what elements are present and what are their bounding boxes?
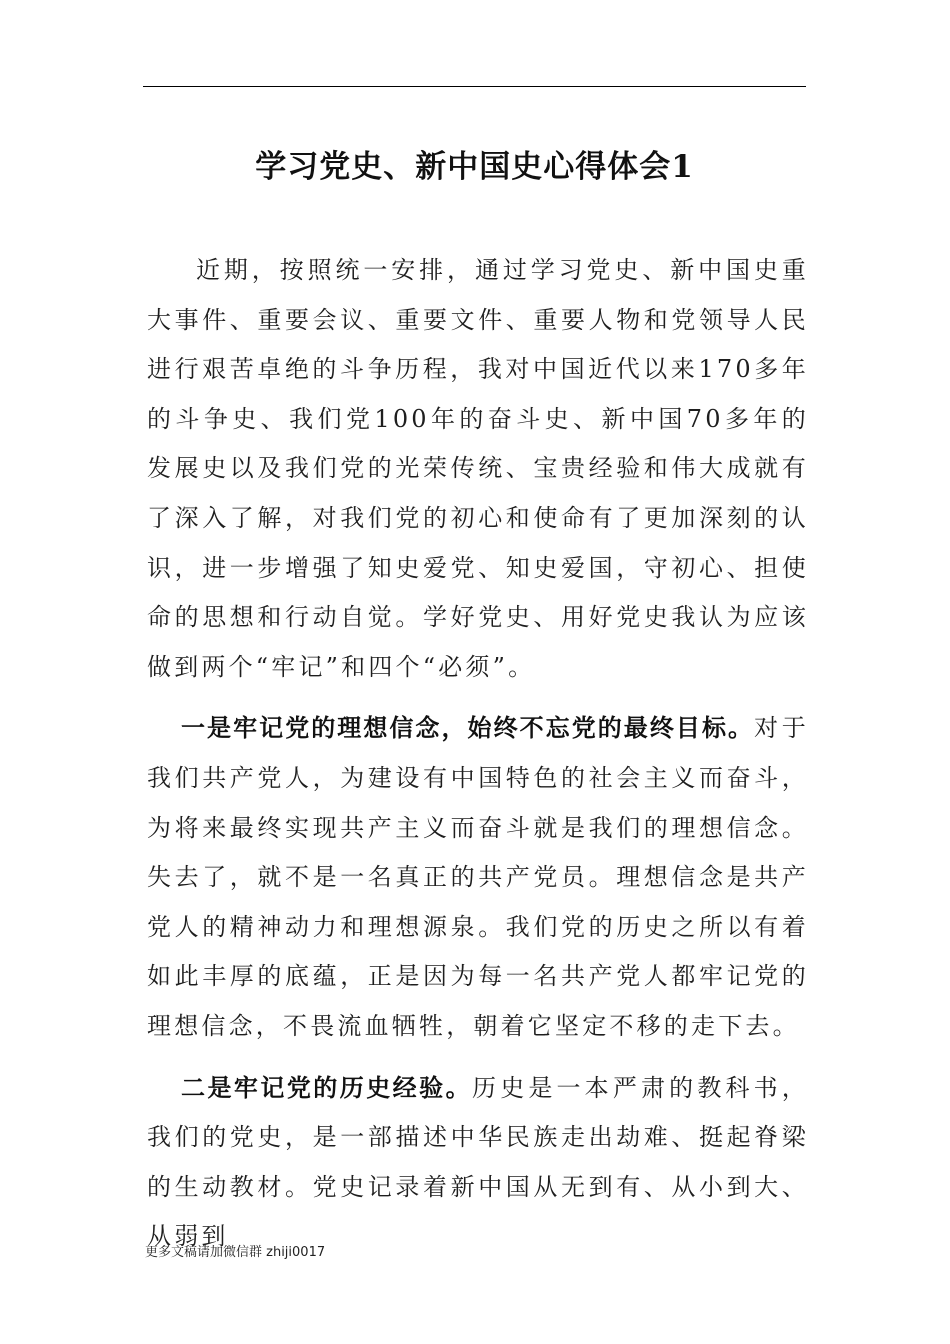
paragraph-intro-text: 近期，按照统一安排，通过学习党史、新中国史重大事件、重要会议、重要文件、重要人物和党领导人民进行艰苦卓绝的斗争历程，我对中国近代以来170多年的斗争史、我们党100年的奋斗史、新中国70多年的发展史以及我们党的光荣传统、宝贵经验和伟大成就有了深入了解，对我们党的初心和使命有了更加深刻的认识，进一步增强了知史爱党、知史爱国，守初心、担使命的思想和行动自觉。学好党史、用好党史我认为应该做到两个“牢记”和四个“必须”。: [147, 256, 809, 681]
paragraph-point-one-text: 对于我们共产党人，为建设有中国特色的社会主义而奋斗，为将来最终实现共产主义而奋斗就是我们的理想信念。失去了，就不是一名真正的共产党员。理想信念是共产党人的精神动力和理想源泉。我们党的历史之所以有着如此丰厚的底蕴，正是因为每一名共产党人都牢记党的理想信念，不畏流血牺牲，朝着它坚定不移的走下去。: [147, 714, 809, 1040]
document-title: 学习党史、新中国史心得体会1: [255, 148, 694, 185]
header-rule: [143, 86, 806, 87]
footer-note: 更多文稿请加微信群 zhiji0017: [145, 1245, 326, 1260]
paragraph-point-one: [147, 703, 809, 1051]
document-body: [147, 246, 809, 1262]
paragraph-point-one-heading: 一是牢记党的理想信念，始终不忘党的最终目标。: [181, 713, 755, 743]
paragraph-point-two: [147, 1063, 809, 1262]
paragraph-intro: [147, 246, 809, 692]
paragraph-point-two-text: 历史是一本严肃的教科书，我们的党史，是一部描述中华民族走出劫难、挺起脊梁的生动教材。党史记录着新中国从无到有、从小到大、从弱到: [147, 1073, 809, 1251]
paragraph-point-two-heading: 二是牢记党的历史经验。: [181, 1072, 473, 1102]
